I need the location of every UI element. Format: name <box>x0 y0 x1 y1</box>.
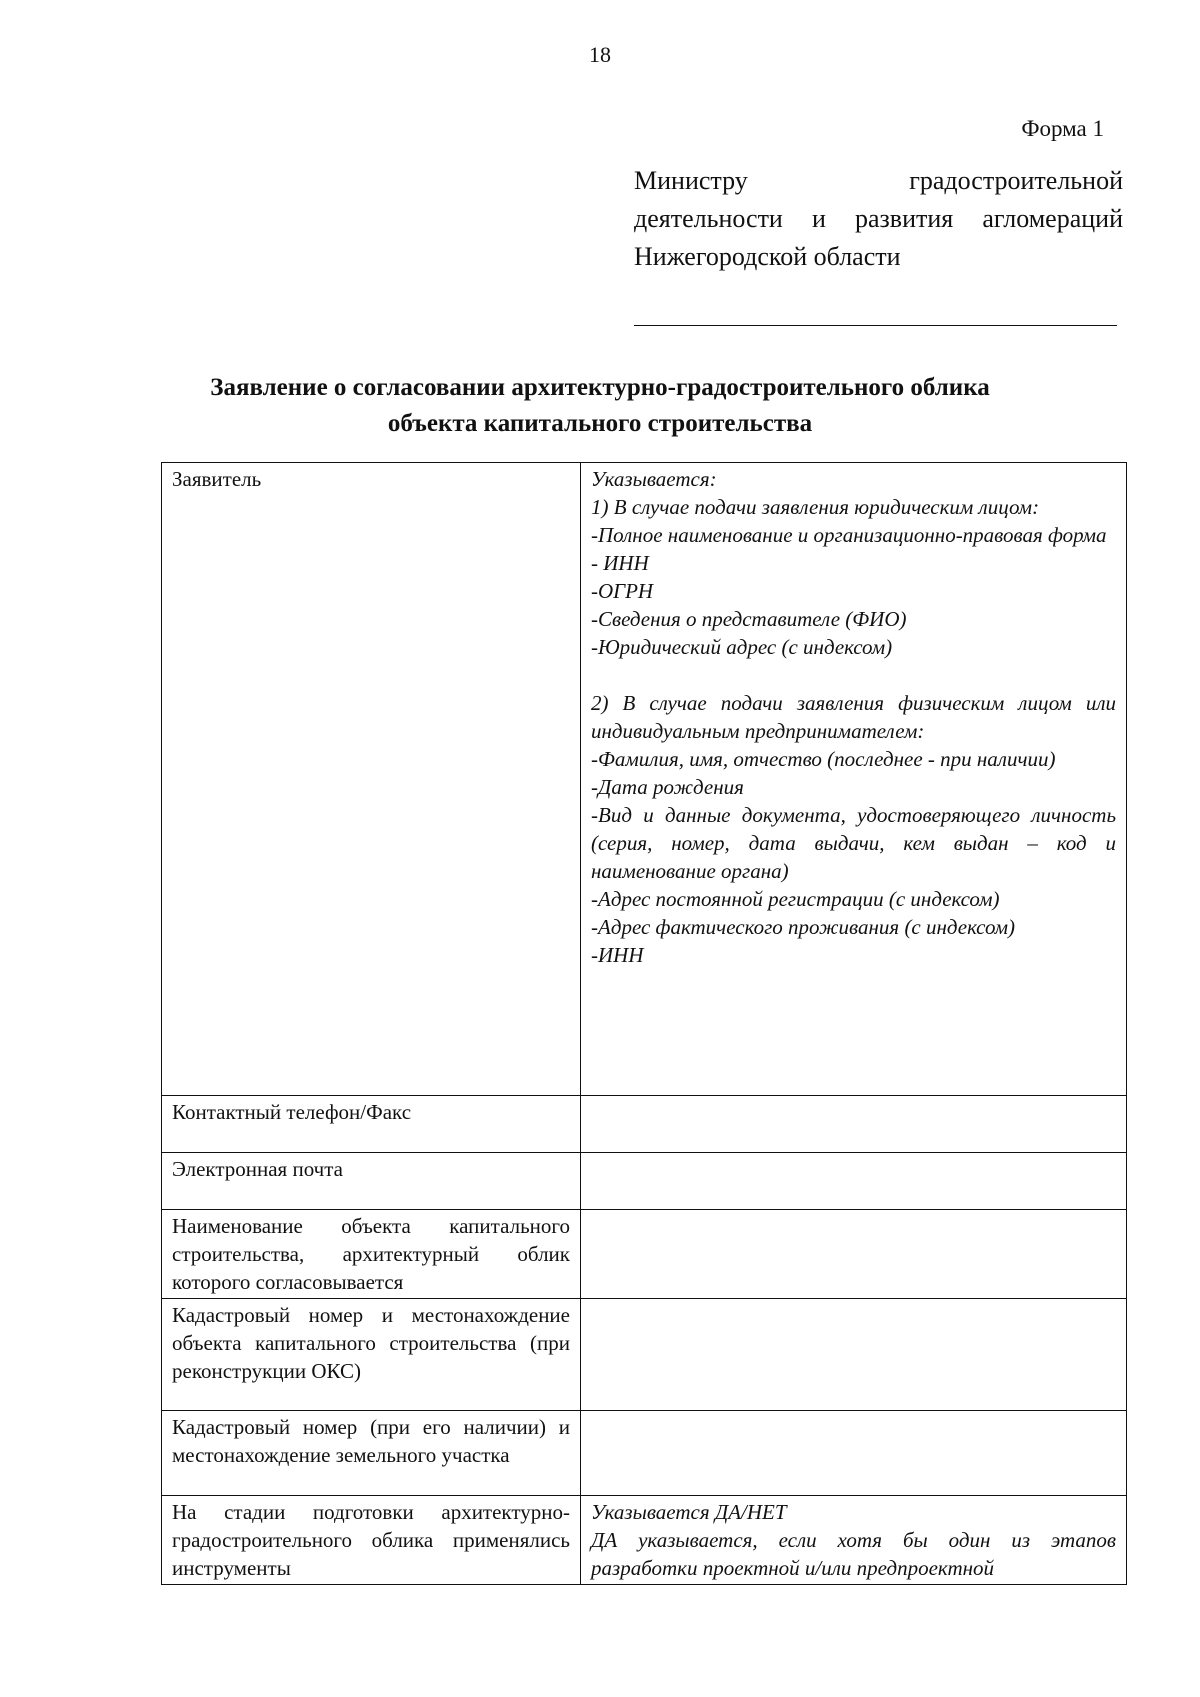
addressee-minister: Министру <box>634 166 748 195</box>
email-value-cell[interactable] <box>581 1153 1127 1210</box>
document-title <box>120 370 1080 442</box>
title-line-2: объекта капитального строительства <box>387 410 813 437</box>
tools-value-line: ДА указывается, если хотя бы один из этапов разработки проектной и/или предпроектной <box>591 1528 1116 1580</box>
table-row-email <box>162 1153 1127 1210</box>
cadastral-land-value-cell[interactable] <box>581 1411 1127 1496</box>
table-row-object-name <box>162 1210 1127 1299</box>
table-row-phone <box>162 1096 1127 1153</box>
addressee-line-1 <box>634 162 1123 200</box>
addressee-line-3: Нижегородской области <box>634 242 901 271</box>
applicant-instruction-line: -Фамилия, имя, отчество (последнее - при наличии) <box>591 747 1056 771</box>
addressee-block <box>634 162 1123 276</box>
applicant-instruction-line: -Юридический адрес (с индексом) <box>591 635 893 659</box>
application-form-table <box>161 462 1127 1585</box>
table-row-cadastral-land <box>162 1411 1127 1496</box>
table-row-cadastral-object <box>162 1299 1127 1411</box>
applicant-instruction-line: 1) В случае подачи заявления юридическим лицом: <box>591 495 1040 519</box>
applicant-instruction-line: - ИНН <box>591 551 649 575</box>
applicant-instruction-line: -Сведения о представителе (ФИО) <box>591 607 907 631</box>
table-row-applicant <box>162 463 1127 1096</box>
object-name-value-cell[interactable] <box>581 1210 1127 1299</box>
applicant-label: Заявитель <box>172 467 262 491</box>
table-row-tools <box>162 1496 1127 1585</box>
applicant-instruction-line: -Адрес постоянной регистрации (с индексом) <box>591 887 1000 911</box>
applicant-instruction-line: Указывается: <box>591 467 717 491</box>
addressee-department: градостроительной <box>909 166 1123 195</box>
applicant-instruction-line: -Полное наименование и организационно-правовая форма <box>591 523 1107 547</box>
cadastral-object-label: Кадастровый номер и местонахождение объекта капитального строительства (при реконструкции ОКС) <box>162 1299 581 1411</box>
applicant-label-cell <box>162 463 581 1096</box>
cadastral-object-value-cell[interactable] <box>581 1299 1127 1411</box>
object-name-label: Наименование объекта капитального строительства, архитектурный облик которого согласовывается <box>162 1210 581 1299</box>
page-number: 18 <box>589 42 611 67</box>
tools-value-cell[interactable] <box>581 1496 1127 1585</box>
email-label: Электронная почта <box>162 1153 581 1210</box>
applicant-value-cell[interactable] <box>581 463 1127 1096</box>
tools-label: На стадии подготовки архитектурно-градостроительного облика применялись инструменты <box>162 1496 581 1585</box>
applicant-instruction-line: -Адрес фактического проживания (с индексом) <box>591 915 1016 939</box>
cadastral-land-label: Кадастровый номер (при его наличии) и местонахождение земельного участка <box>162 1411 581 1496</box>
form-label: Форма 1 <box>1021 116 1104 141</box>
signature-line <box>634 325 1117 326</box>
tools-value-line: Указывается ДА/НЕТ <box>591 1500 787 1524</box>
phone-label: Контактный телефон/Факс <box>162 1096 581 1153</box>
applicant-instruction-line: -ИНН <box>591 943 644 967</box>
applicant-instruction-line: -Вид и данные документа, удостоверяющего личность (серия, номер, дата выдачи, кем выдан – код и наименование органа) <box>591 803 1116 883</box>
addressee-line-2: деятельности и развития агломераций <box>634 204 1123 233</box>
applicant-instruction-line: -Дата рождения <box>591 775 744 799</box>
applicant-instruction-line: 2) В случае подачи заявления физическим лицом или индивидуальным предпринимателем: <box>591 691 1116 743</box>
title-line-1: Заявление о согласовании архитектурно-градостроительного облика <box>210 374 990 401</box>
spacer <box>591 661 1116 689</box>
applicant-instruction-line: -ОГРН <box>591 579 654 603</box>
phone-value-cell[interactable] <box>581 1096 1127 1153</box>
